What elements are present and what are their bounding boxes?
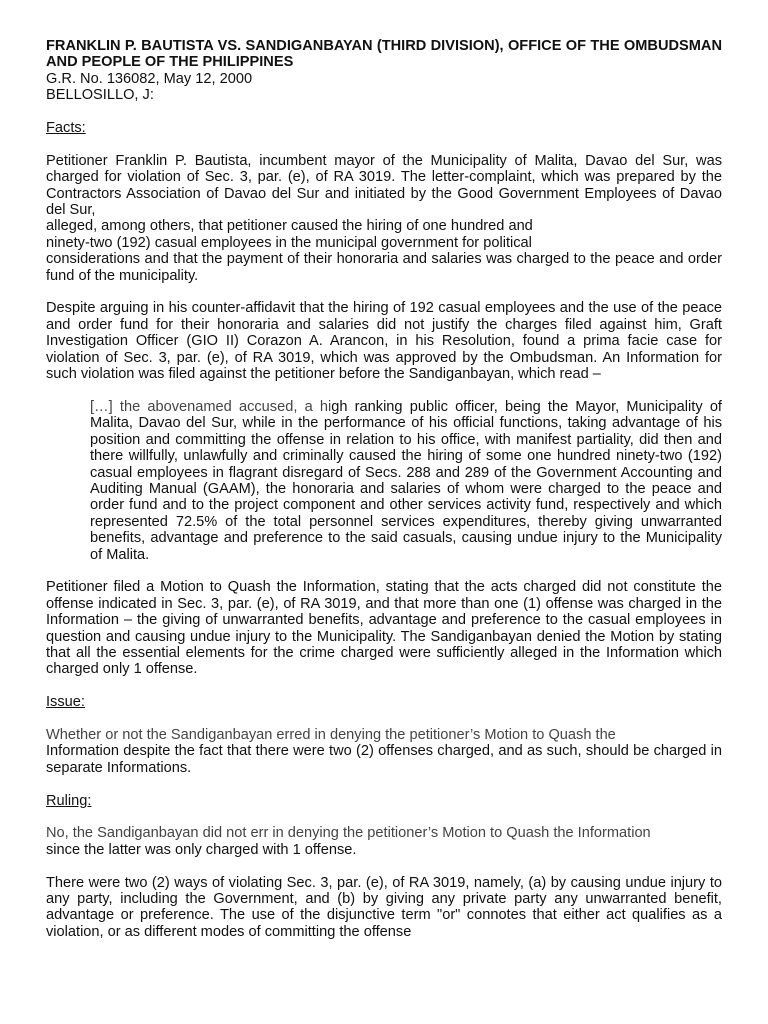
facts-p1-part-a: Petitioner Franklin P. Bautista, incumbent mayor of the Municipality of Malita, Davao del Sur, was charged for violation of Sec. 3, par. (e), of RA 3019. The letter-complaint, which was prepared by the Contractors Association of Davao del Sur and initiated by the Good Government Employees of Davao del Sur,	[46, 152, 722, 219]
facts-paragraph-1	[46, 153, 722, 284]
facts-heading: Facts:	[46, 120, 86, 137]
quote-rest: gh ranking public officer, being the Mayor, Municipality of Malita, Davao del Sur, while in the performance of his official functions, taking advantage of his position and committing the offense in relation to his office, with manifest partiality, did then and there willfully, unlawfully and criminally caused the hiring of some one hundred ninety-two (192) casual employees in flagrant disregard of Secs. 288 and 289 of the Government Accounting and Auditing Manual (GAAM), the honoraria and salaries of whom were charged to the peace and order fund and to the project component and other services activity fund, respectively and which represented 72.5% of the total personnel services expenditures, thereby giving unwarranted benefits, advantage and preference to the said casuals, causing undue injury to the Municipality of Malita.	[90, 398, 722, 563]
gr-number: G.R. No. 136082, May 12, 2000	[46, 70, 253, 87]
ruling-heading: Ruling:	[46, 792, 92, 809]
document-body	[46, 38, 722, 940]
issue-part-b: Information despite the fact that there were two (2) offenses charged, and as such, should be charged in separate Informations.	[46, 743, 722, 776]
ruling-p1-part-b: since the latter was only charged with 1 offense.	[46, 841, 357, 858]
ruling-paragraph-1	[46, 825, 722, 858]
issue-heading: Issue:	[46, 694, 85, 711]
issue-part-a: Whether or not the Sandiganbayan erred in denying the petitioner’s Motion to Quash the	[46, 726, 616, 743]
facts-paragraph-3: Petitioner filed a Motion to Quash the Information, stating that the acts charged did not constitute the offense indicated in Sec. 3, par. (e), of RA 3019, and that more than one (1) offense was charged in the Information – the giving of unwarranted benefits, advantage and preference to the casual employees in question and causing undue injury to the Municipality. The Sandiganbayan denied the Motion by stating that all the essential elements for the crime charged were sufficiently alleged in the Information which charged only 1 offense.	[46, 579, 722, 678]
issue-paragraph	[46, 727, 722, 776]
ruling-paragraph-2: There were two (2) ways of violating Sec. 3, par. (e), of RA 3019, namely, (a) by causing undue injury to any party, including the Government, and (b) by giving any private party any unwarranted benefit, advantage or preference. The use of the disjunctive term "or" connotes that either act qualifies as a violation, or as different modes of committing the offense	[46, 874, 722, 940]
facts-p1-part-c: ninety-two (192) casual employees in the municipal government for political	[46, 234, 532, 251]
case-title: FRANKLIN P. BAUTISTA VS. SANDIGANBAYAN (THIRD DIVISION), OFFICE OF THE OMBUDSMAN AND PEOPLE OF THE PHILIPPINES	[46, 38, 722, 71]
ruling-p1-part-a: No, the Sandiganbayan did not err in denying the petitioner’s Motion to Quash the Information	[46, 825, 651, 842]
facts-p1-part-b: alleged, among others, that petitioner caused the hiring of one hundred and	[46, 218, 533, 235]
ponente: BELLOSILLO, J:	[46, 87, 154, 104]
information-quote	[90, 399, 722, 563]
quote-lead: […] the abovenamed accused, a hi	[90, 398, 332, 415]
facts-p1-part-d: considerations and that the payment of their honoraria and salaries was charged to the peace and order fund of the municipality.	[46, 251, 722, 284]
facts-paragraph-2: Despite arguing in his counter-affidavit that the hiring of 192 casual employees and the use of the peace and order fund for their honoraria and salaries did not justify the charges filed against him, Graft Investigation Officer (GIO II) Corazon A. Arancon, in his Resolution, found a prima facie case for violation of Sec. 3, par. (e), of RA 3019, which was approved by the Ombudsman. An Information for such violation was filed against the petitioner before the Sandiganbayan, which read –	[46, 300, 722, 383]
